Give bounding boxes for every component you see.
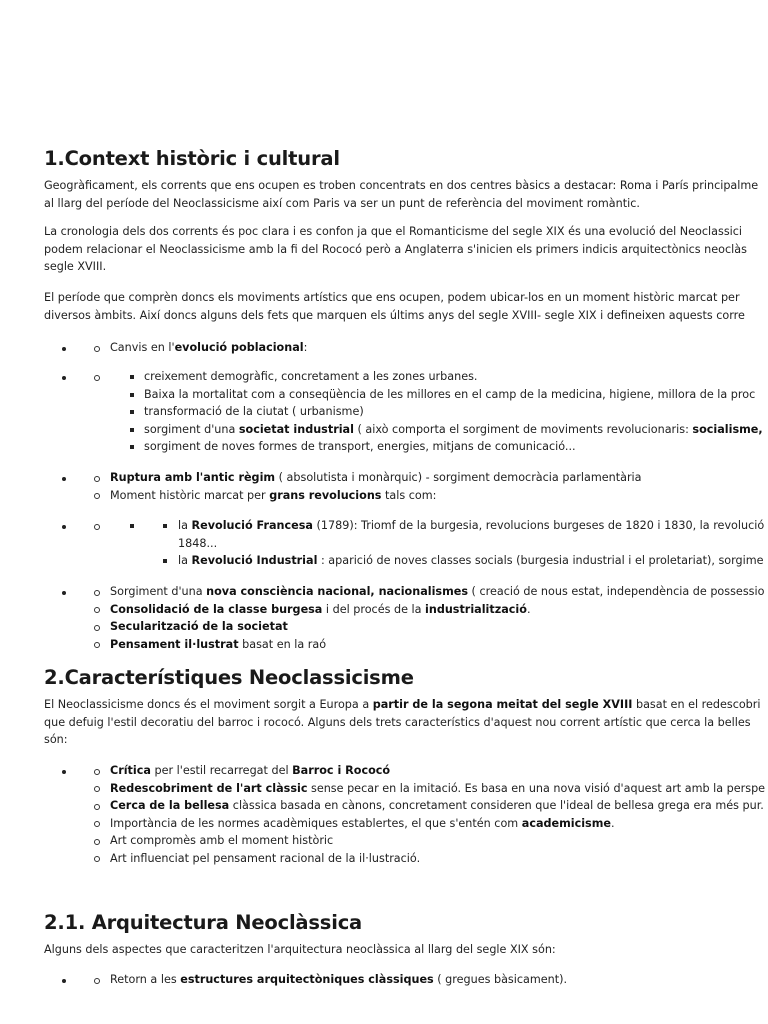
text-run: Art compromès amb el moment històric [110, 834, 334, 847]
text-run: tals com: [381, 488, 437, 502]
bold-text: Barroc i Rococó [292, 764, 391, 777]
list-item [44, 780, 766, 798]
text-run: Importància de les normes acadèmiques establertes, el que s'entén com [110, 816, 522, 830]
bullet-list [44, 583, 765, 653]
bullet-disc-icon [62, 979, 66, 983]
section-heading: 1.Context històric i cultural [44, 147, 340, 170]
bullet-square-icon [163, 524, 167, 528]
section-heading: 2.Característiques Neoclassicisme [44, 666, 414, 689]
list-item [44, 971, 734, 989]
list-item [44, 832, 734, 850]
bold-text: nova consciència nacional, nacionalismes [206, 585, 468, 598]
text-run: Retorn a les [110, 973, 181, 986]
bold-text: grans revolucions [269, 488, 382, 502]
bullet-list [44, 339, 734, 357]
bold-text: Consolidació de la classe burgesa [110, 602, 323, 616]
text-run: Moment històric marcat per [110, 488, 270, 502]
text-run: (1789): Triomf de la burgesia, revolucions burgeses de 1820 i 1830, la revolució [312, 519, 765, 532]
paragraph [44, 289, 745, 324]
text-run: Alguns dels aspectes que caracteritzen l'arquitectura neoclàssica al llarg del segle XIX són: [44, 943, 556, 956]
text-run: La cronologia dels dos corrents és poc clara i es confon ja que el Romanticisme del segle XIX és una evolució del Neoclassici [44, 225, 743, 238]
bullet-disc-icon [62, 591, 66, 595]
section-heading: 2.1. Arquitectura Neoclàssica [44, 911, 363, 934]
bullet-circle-icon [94, 476, 100, 482]
text-run: són: [44, 733, 68, 746]
text-line [44, 177, 758, 195]
text-run: Canvis en l' [110, 341, 175, 354]
document-body [44, 0, 766, 1024]
bold-text: Ruptura amb l'antic règim [110, 471, 276, 484]
bullet-circle-icon [94, 625, 100, 631]
bullet-circle-icon [94, 493, 100, 499]
bullet-square-icon [130, 428, 134, 432]
text-run: Sorgiment d'una [110, 585, 207, 598]
bold-text: Crítica [110, 764, 151, 777]
bullet-square-icon [163, 559, 167, 563]
list-item [44, 438, 734, 456]
text-run: i del procés de la [322, 602, 426, 616]
text-run: . [610, 816, 615, 830]
text-line [44, 223, 747, 241]
text-run: podem relacionar el Neoclassicisme amb la fi del Rococó però a Anglaterra s'inicien els primers indicis arquitectònics neoclàs [44, 242, 747, 256]
bold-text: socialisme, [692, 422, 763, 436]
bullet-disc-icon [62, 376, 66, 380]
text-line [44, 241, 747, 259]
text-line [44, 696, 761, 714]
bold-text: Redescobriment de l'art clàssic [110, 781, 308, 795]
text-run: que defuig l'estil decoratiu del barroc i rococó. Alguns dels trets característics d'aquest nou corrent artístic que cerca la belles [44, 715, 751, 729]
text-line [44, 731, 761, 749]
text-run: la [178, 519, 192, 532]
bullet-circle-icon [94, 839, 100, 845]
bold-text: industrialització [425, 602, 527, 616]
text-run: basat en la raó [238, 637, 327, 651]
text-line [44, 289, 745, 307]
list-item [44, 386, 756, 404]
list-item [44, 815, 734, 833]
text-run: sense pecar en la imitació. Es basa en una nova visió d'aquest art amb la perspe [307, 781, 766, 795]
paragraph [44, 223, 747, 276]
bold-text: Pensament il·lustrat [110, 637, 239, 651]
text-run: : aparició de noves classes socials (burgesia industrial i el proletariat), sorgime [317, 554, 764, 567]
text-run: El Neoclassicisme doncs és el moviment sorgit a Europa a [44, 698, 373, 711]
bullet-square-icon [130, 393, 134, 397]
paragraph [44, 941, 556, 959]
bullet-circle-icon [94, 590, 100, 596]
list-item [44, 469, 734, 487]
text-run: Geogràficament, els corrents que ens ocupen es troben concentrats en dos centres bàsics a destacar: Roma i París principalme [44, 179, 759, 192]
text-run: : [303, 341, 308, 354]
bold-text: Revolució Industrial [191, 554, 318, 567]
bullet-list [44, 762, 766, 867]
text-run: 1848... [178, 536, 218, 550]
text-run: per l'estil recarregat del [150, 764, 293, 777]
list-item [44, 636, 734, 654]
text-run: creixement demogràfic, concretament a les zones urbanes. [144, 370, 478, 383]
bold-text: partir de la segona meitat del segle XVIII [372, 698, 633, 711]
bold-text: societat industrial [238, 422, 354, 436]
text-run: ( creació de nous estat, independència de possessio [468, 585, 765, 598]
list-item [44, 583, 765, 601]
text-run: la [178, 554, 192, 567]
text-run: al llarg del període del Neoclassicisme així com Paris va ser un punt de referència del moviment romàntic. [44, 196, 640, 210]
bullet-circle-icon [94, 769, 100, 775]
bullet-list [44, 469, 734, 504]
list-item [44, 601, 734, 619]
bullet-disc-icon [62, 770, 66, 774]
text-run: Art influenciat pel pensament racional de la il·lustració. [110, 851, 421, 865]
bullet-circle-icon [94, 607, 100, 613]
bullet-disc-icon [62, 347, 66, 351]
bullet-square-icon [130, 445, 134, 449]
text-run: transformació de la ciutat ( urbanisme) [144, 405, 364, 418]
text-run: segle XVIII. [44, 260, 107, 273]
bullet-list [44, 368, 763, 456]
list-item [44, 368, 734, 386]
bullet-square-icon [130, 524, 134, 528]
bullet-square-icon [130, 375, 134, 379]
list-item [44, 339, 734, 357]
bullet-circle-icon [94, 821, 100, 827]
bold-text: evolució poblacional [174, 341, 304, 354]
bold-text: Cerca de la bellesa [110, 799, 230, 812]
text-run: El període que comprèn doncs els moviments artístics que ens ocupen, podem ubicar-los en un moment històric marcat per [44, 291, 740, 304]
text-run: ( això comporta el sorgiment de moviments revolucionaris: [353, 422, 693, 436]
bullet-circle-icon [94, 856, 100, 862]
bold-text: academicisme [521, 816, 611, 830]
text-run: ( gregues bàsicament). [433, 973, 568, 986]
text-line [44, 714, 761, 732]
list-item [44, 850, 734, 868]
bold-text: Revolució Francesa [191, 519, 313, 532]
list-item [44, 421, 763, 439]
list-item [44, 487, 734, 505]
list-item [44, 618, 734, 636]
text-line [44, 307, 745, 325]
bullet-circle-icon [94, 524, 100, 530]
bullet-circle-icon [94, 786, 100, 792]
list-item [44, 797, 764, 815]
bold-text: estructures arquitectòniques clàssiques [180, 973, 434, 986]
bullet-circle-icon [94, 804, 100, 810]
bullet-disc-icon [62, 477, 66, 481]
text-line [44, 195, 758, 213]
list-item-continuation [44, 535, 734, 553]
bullet-square-icon [130, 410, 134, 414]
text-run: clàssica basada en cànons, concretament consideren que l'ideal de bellesa grega era més pur. [229, 799, 764, 812]
list-item [44, 403, 734, 421]
bullet-circle-icon [94, 642, 100, 648]
paragraph [44, 177, 758, 212]
bullet-circle-icon [94, 375, 100, 381]
text-run: diversos àmbits. Així doncs alguns dels fets que marquen els últims anys del segle XVIII- segle XIX i defineixen aquests corre [44, 308, 745, 322]
text-run: sorgiment d'una [144, 422, 239, 436]
bullet-circle-icon [94, 346, 100, 352]
text-line [44, 941, 556, 959]
list-item [44, 762, 734, 780]
bold-text: Secularització de la societat [110, 620, 288, 633]
bullet-disc-icon [62, 525, 66, 529]
text-run: ( absolutista i monàrquic) - sorgiment democràcia parlamentària [275, 471, 642, 484]
text-run: basat en el redescobri [632, 698, 761, 711]
text-run: Baixa la mortalitat com a conseqüència de les millores en el camp de la medicina, higiene, millora de la proc [144, 387, 756, 401]
list-item [44, 552, 764, 570]
text-run: sorgiment de noves formes de transport, energies, mitjans de comunicació... [144, 440, 576, 453]
bullet-list [44, 971, 734, 989]
bullet-circle-icon [94, 978, 100, 984]
list-item [44, 517, 765, 535]
bullet-list [44, 517, 765, 570]
paragraph [44, 696, 761, 749]
text-line [44, 258, 747, 276]
text-run: . [526, 602, 531, 616]
